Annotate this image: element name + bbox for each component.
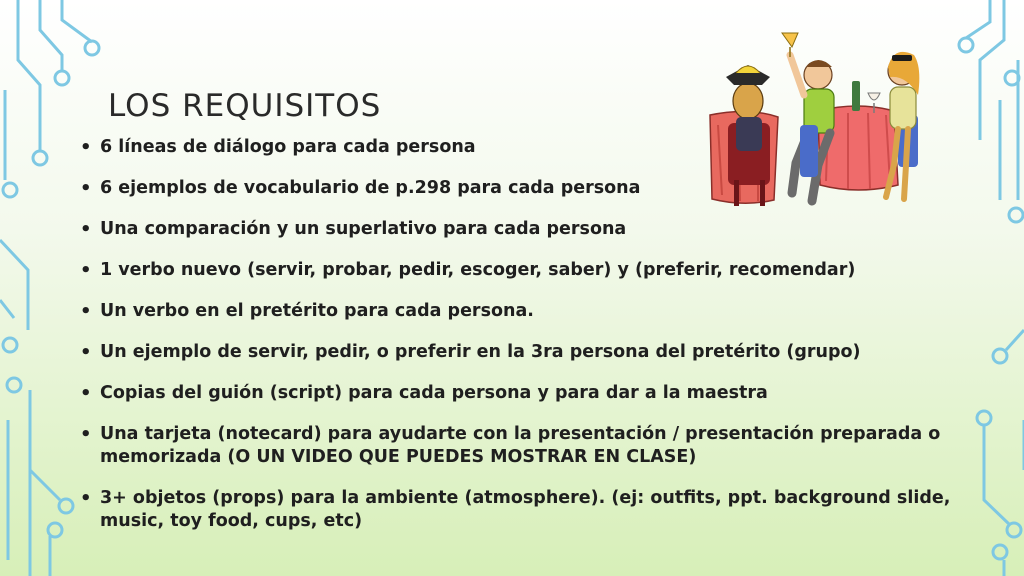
list-item: • Copias del guión (script) para cada persona y para dar a la maestra <box>78 382 1008 405</box>
slide-title: LOS REQUISITOS <box>108 88 382 124</box>
list-item: • 3+ objetos (props) para la ambiente (atmosphere). (ej: outfits, ppt. background slide, music, toy food, cups, etc) <box>78 487 1008 533</box>
list-item: • Un verbo en el pretérito para cada persona. <box>78 300 1008 323</box>
list-item: • 1 verbo nuevo (servir, probar, pedir, escoger, saber) y (preferir, recomendar) <box>78 259 1008 282</box>
list-item: • 6 líneas de diálogo para cada persona <box>78 136 1008 159</box>
list-item: • Un ejemplo de servir, pedir, o preferir en la 3ra persona del pretérito (grupo) <box>78 341 1008 364</box>
list-item: • Una comparación y un superlativo para cada persona <box>78 218 1008 241</box>
requirements-list <box>78 136 1008 551</box>
list-item: • Una tarjeta (notecard) para ayudarte con la presentación / presentación preparada o memorizada (O UN VIDEO QUE PUEDES MOSTRAR EN CLASE) <box>78 423 1008 469</box>
list-item: • 6 ejemplos de vocabulario de p.298 para cada persona <box>78 177 1008 200</box>
